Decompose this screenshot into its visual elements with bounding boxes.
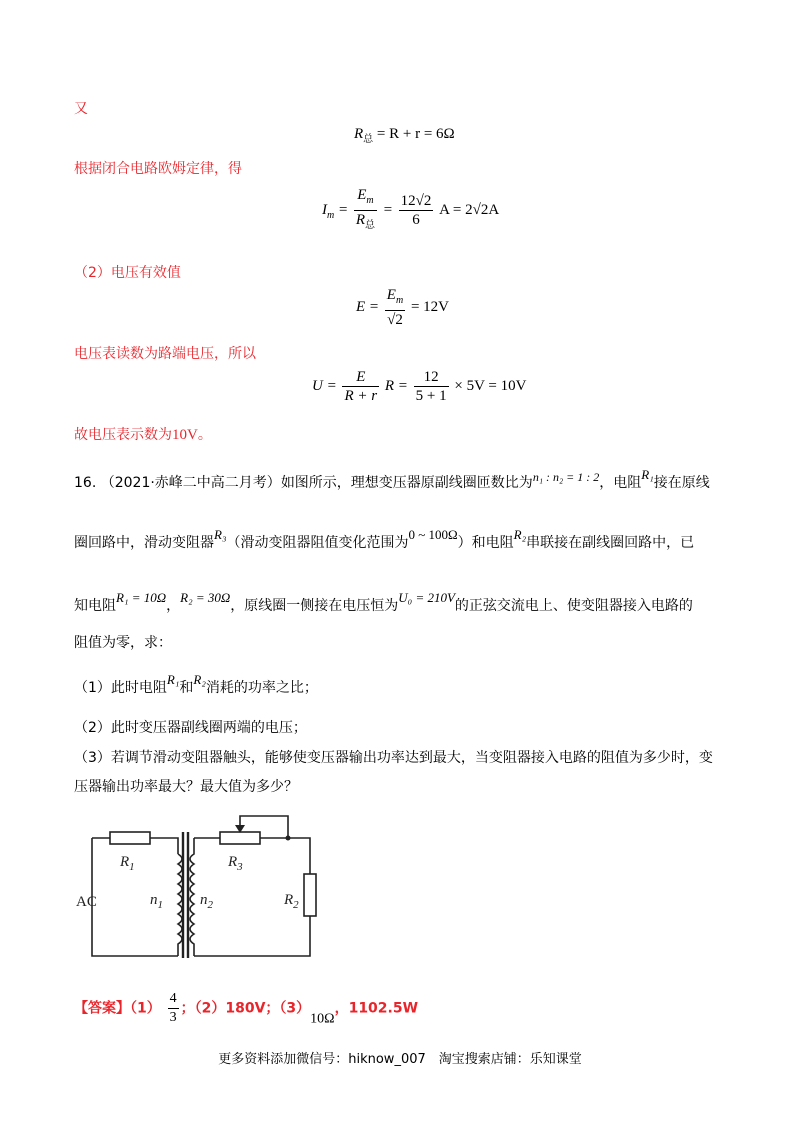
problem-line-2: 圈回路中，滑动变阻器R₃（滑动变阻器阻值变化范围为0 ~ 100Ω）和电阻R₂串联接在副线圈回路中，已 bbox=[74, 527, 695, 551]
equation-total-resistance: $R_总 = R + r = 6\Omega$ bbox=[354, 126, 455, 145]
resistor-r2 bbox=[304, 874, 316, 916]
question-2: （2）此时变压器副线圈两端的电压； bbox=[74, 720, 307, 736]
label-n2: $n_2$ bbox=[200, 892, 213, 911]
label-r3: $R_3$ bbox=[228, 854, 243, 873]
equation-terminal-voltage: U = $\frac{E}{R + r}$ R = $\frac{12}{5 + 1}$ × 5V = 10V bbox=[312, 369, 527, 404]
text-reading: 电压表读数为路端电压，所以 bbox=[74, 346, 256, 362]
secondary-coil bbox=[190, 838, 194, 956]
label-r1: $R_1$ bbox=[120, 854, 135, 873]
equation-effective-voltage: E = $\frac{E_m}{√2}$ = 12V bbox=[356, 287, 449, 328]
text-you: 又 bbox=[74, 101, 88, 117]
slider-wire bbox=[240, 816, 288, 838]
text-part2: （2）电压有效值 bbox=[74, 265, 181, 281]
text-conclusion: 故电压表示数为10V。 bbox=[74, 427, 212, 443]
question-1: （1）此时电阻R₁和R₂消耗的功率之比； bbox=[74, 672, 318, 696]
transformer-circuit-diagram bbox=[74, 808, 334, 968]
problem-line-4: 阻值为零，求： bbox=[74, 635, 172, 651]
primary-wire-left bbox=[92, 838, 178, 956]
label-ac: AC bbox=[76, 894, 97, 910]
question-3-line-1: （3）若调节滑动变阻器触头，能够使变压器输出功率达到最大，当变阻器接入电路的阻值为多少时，变 bbox=[74, 750, 713, 766]
resistor-r3 bbox=[220, 832, 260, 844]
junction-dot bbox=[286, 836, 291, 841]
label-n1: $n_1$ bbox=[150, 892, 163, 911]
resistor-r1 bbox=[110, 832, 150, 844]
footer-text: 更多资料添加微信号：hiknow_007 淘宝搜索店铺：乐知课堂 bbox=[218, 1052, 582, 1067]
answer-tag: 【答案】 bbox=[74, 1000, 130, 1017]
question-3-line-2: 压器输出功率最大？最大值为多少？ bbox=[74, 779, 298, 795]
text-by-ohms-law: 根据闭合电路欧姆定律，得 bbox=[74, 161, 242, 177]
primary-coil bbox=[178, 854, 182, 956]
problem-line-1: 16. （2021·赤峰二中高二月考）如图所示，理想变压器原副线圈匝数比为n₁ : n₂ = 1 : 2，电阻R₁接在原线 bbox=[74, 467, 710, 491]
answer-line: 【答案】（1） $\frac{4}{3}$ ；（2）180V；（3）10Ω，1102.5W bbox=[74, 991, 419, 1027]
problem-line-3: 知电阻R₁ = 10Ω，R₂ = 30Ω，原线圈一侧接在电压恒为U₀ = 210V的正弦交流电上、使变阻器接入电路的 bbox=[74, 590, 693, 614]
equation-peak-current: $I_m$ = $\frac{E_m}{R_总}$ = $\frac{12√2}{6}$ A = 2√2A bbox=[322, 187, 500, 231]
label-r2: $R_2$ bbox=[284, 892, 299, 911]
answer-fraction: $\frac{4}{3}$ bbox=[169, 991, 177, 1025]
